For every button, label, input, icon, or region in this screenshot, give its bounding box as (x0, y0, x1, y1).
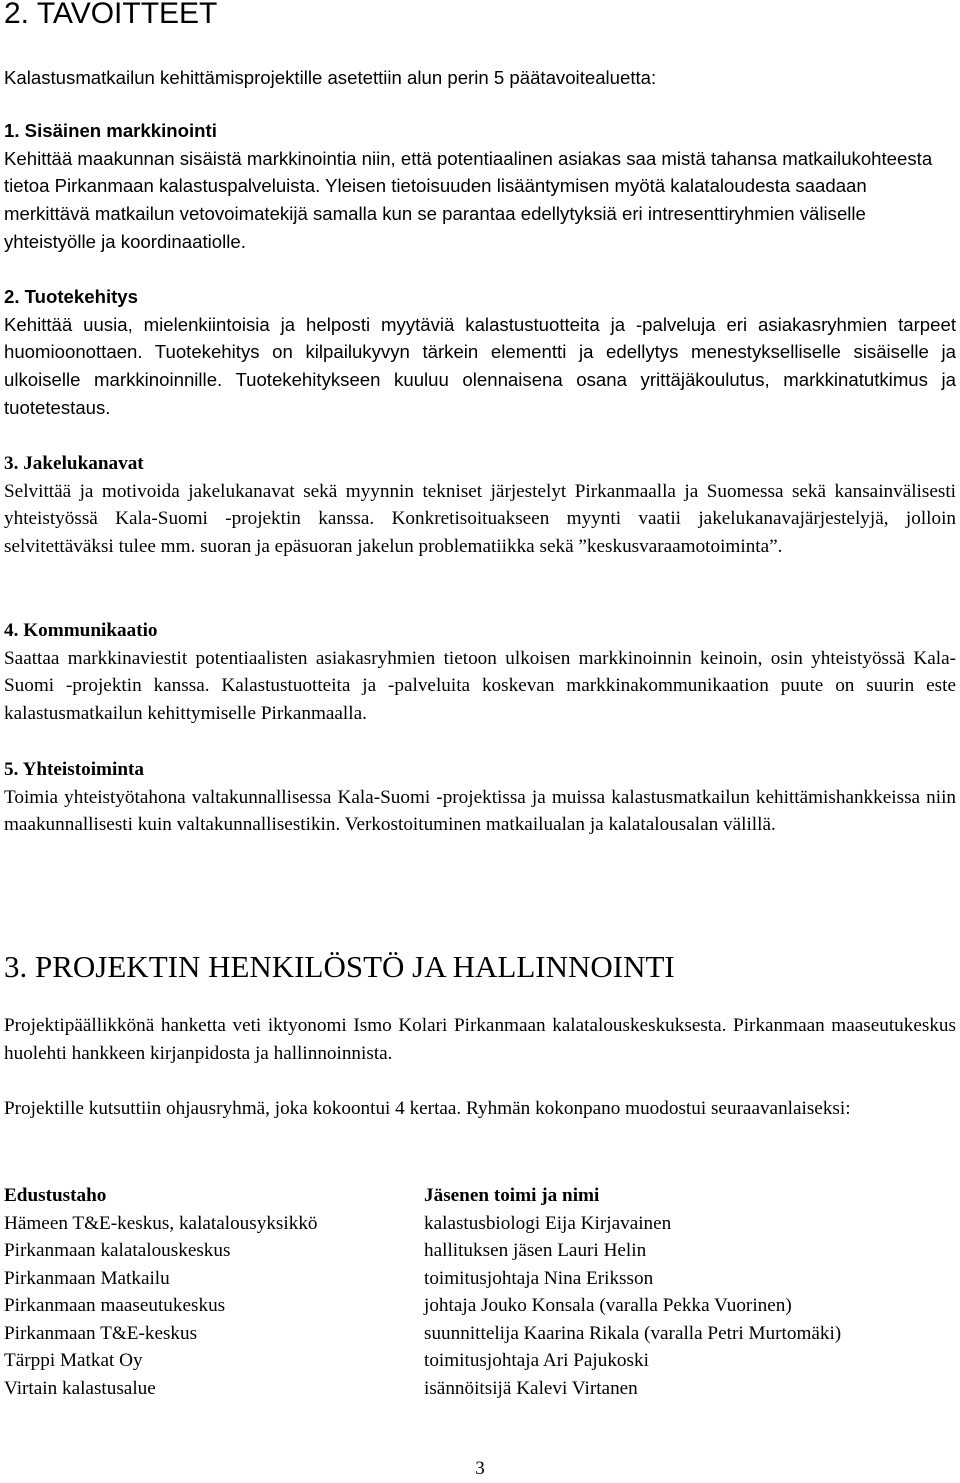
table-column-organisation (4, 1182, 424, 1402)
table-cell: hallituksen jäsen Lauri Helin (424, 1240, 647, 1261)
section-3-paragraph-2: Projektille kutsuttiin ohjausryhmä, joka kokoontui 4 kertaa. Ryhmän kokonpano muodostui seuraavanlaiseksi: (4, 1098, 851, 1119)
table-header: Edustustaho (4, 1185, 107, 1206)
table-cell: Tärppi Matkat Oy (4, 1350, 143, 1371)
goal-body: Kehittää uusia, mielenkiintoisia ja helposti myytäviä kalastustuotteita ja -palveluja eri asiakasryhmien tarpeet huomioonottaen. Tuotekehitys on kilpailukyvyn tärkein elementti ja edellytys menestykselliselle sisäiselle ja ulkoiselle markkinoinnille. Tuotekehitykseen kuuluu olennaisena osana yrittäjäkoulutus, markkinatutkimus ja tuotetestaus. (4, 313, 956, 418)
goal-body: Kehittää maakunnan sisäistä markkinointia niin, että potentiaalinen asiakas saa mistä tahansa matkailukohteesta tietoa Pirkanmaan kalastuspalveluista. Yleisen tietoisuuden lisääntymisen myötä kalataloudesta saadaan merkittävä matkailun vetovoimatekijä samalla kun se parantaa edellytyksiä eri intresenttiryhmien väliselle yhteistyölle ja koordinaatiolle. (4, 147, 933, 252)
goal-title: 1. Sisäinen markkinointi (4, 120, 217, 141)
table-cell: Pirkanmaan maaseutukeskus (4, 1295, 226, 1316)
goal-body: Toimia yhteistyötahona valtakunnallisessa Kala-Suomi -projektissa ja muissa kalastusmatkailun kehittämishankkeissa niin maakunnallisesti kuin valtakunnallisestikin. Verkostoituminen matkailualan ja kalatalousalan välillä. (4, 786, 956, 835)
goal-3 (4, 450, 956, 560)
goal-title: 4. Kommunikaatio (4, 620, 158, 641)
table-cell: Hämeen T&E-keskus, kalatalousyksikkö (4, 1212, 318, 1234)
section-2-heading: 2. TAVOITTEET (4, 0, 218, 30)
table-cell: toimitusjohtaja Nina Eriksson (424, 1267, 654, 1289)
table-cell: Pirkanmaan kalatalouskeskus (4, 1240, 231, 1261)
table-column-member (424, 1182, 956, 1402)
goal-title: 5. Yhteistoiminta (4, 759, 144, 780)
table-cell: isännöitsijä Kalevi Virtanen (424, 1377, 638, 1399)
goal-2 (4, 283, 956, 421)
table-cell: Pirkanmaan T&E-keskus (4, 1322, 198, 1344)
goal-title: 2. Tuotekehitys (4, 286, 138, 307)
table-cell: Virtain kalastusalue (4, 1377, 156, 1399)
goal-body: Saattaa markkinaviestit potentiaalisten asiakasryhmien tietoon ulkoisen markkinoinnin keinoin, osin yhteistyössä Kala-Suomi -projektin kanssa. Kalastustuotteita ja -palveluita koskevan markkinakommunikaation puute on suurin este kalastusmatkailun kehittymiselle Pirkanmaalla. (4, 647, 956, 724)
steering-group-table (4, 1182, 956, 1402)
goal-title: 3. Jakelukanavat (4, 453, 144, 474)
goal-5 (4, 756, 956, 839)
section-2-intro: Kalastusmatkailun kehittämisprojektille asetettiin alun perin 5 päätavoitealuetta: (4, 67, 657, 88)
goal-body: Selvittää ja motivoida jakelukanavat sekä myynnin tekniset järjestelyt Pirkanmaalla ja Suomessa sekä kansainvälisesti yhteistyössä Kala-Suomi -projektin kanssa. Konkretisoituakseen myynti vaatii jakelukanavajärjestelyjä, jolloin selvitettäväksi tulee mm. suoran ja epäsuoran jakelun problematiikka sekä ”keskusvaraamotoiminta”. (4, 480, 956, 557)
table-cell: johtaja Jouko Konsala (varalla Pekka Vuorinen) (424, 1295, 792, 1316)
goal-1 (4, 117, 956, 255)
table-header: Jäsenen toimi ja nimi (424, 1185, 600, 1206)
table-cell: Pirkanmaan Matkailu (4, 1267, 170, 1289)
page-number: 3 (475, 1458, 485, 1479)
table-cell: kalastusbiologi Eija Kirjavainen (424, 1212, 672, 1234)
table-cell: toimitusjohtaja Ari Pajukoski (424, 1350, 649, 1371)
table-cell: suunnittelija Kaarina Rikala (varalla Petri Murtomäki) (424, 1322, 842, 1344)
section-3-paragraph-1: Projektipäällikkönä hanketta veti iktyonomi Ismo Kolari Pirkanmaan kalatalouskeskuksesta. Pirkanmaan maaseutukeskus huolehti hankkeen kirjanpidosta ja hallinnoinnista. (4, 1015, 956, 1064)
section-3-heading: 3. PROJEKTIN HENKILÖSTÖ JA HALLINNOINTI (4, 949, 675, 984)
goal-4 (4, 617, 956, 727)
